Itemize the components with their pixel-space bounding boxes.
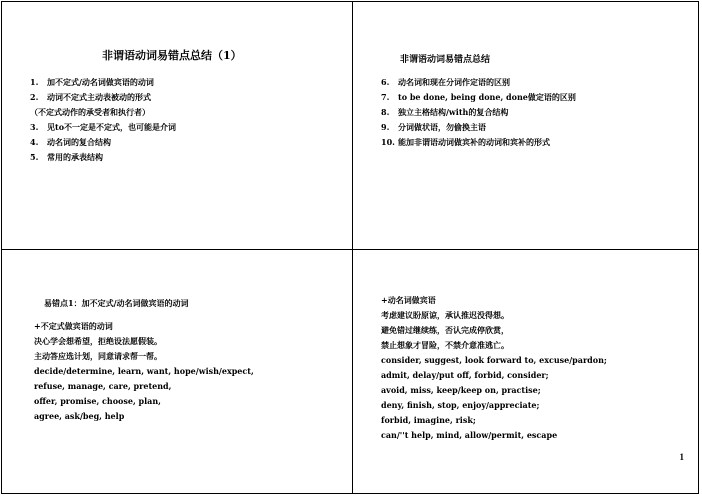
slide-3-title: 易错点1：加不定式/动名词做宾语的动词	[44, 298, 189, 308]
body-line: deny, finish, stop, enjoy/appreciate;	[381, 400, 540, 410]
item-text: to be done, being done, done做定语的区别	[398, 92, 576, 102]
item-number: 7.	[381, 92, 390, 102]
body-line: 考虑建议盼原谅，承认推迟没得想。	[381, 310, 509, 320]
item-number: 1.	[30, 77, 39, 87]
item-number: 5.	[30, 152, 39, 162]
item-text: 动名词和现在分词作定语的区别	[398, 77, 510, 87]
item-text: 常用的承表结构	[47, 152, 103, 162]
list-item	[30, 150, 176, 165]
item-number: 8.	[381, 107, 390, 117]
slide-4	[353, 250, 700, 495]
body-line: +动名词做宾语	[381, 295, 436, 305]
list-item	[30, 90, 176, 105]
item-text: 动名词的复合结构	[47, 137, 111, 147]
body-line: 主动答应选计划，同意请求帮一帮。	[34, 351, 162, 361]
list-item	[381, 135, 576, 150]
slide-2	[353, 2, 700, 249]
slide-2-title: 非谓语动词易错点总结	[400, 55, 491, 65]
item-text: 分词做状语，勿偷换主语	[398, 122, 486, 132]
body-line: decide/determine, learn, want, hope/wish/expect,	[34, 366, 254, 376]
slide-grid	[1, 1, 699, 494]
body-line: 禁止想象才冒险，不禁介意准逃亡。	[381, 340, 509, 350]
list-item	[381, 105, 576, 120]
list-item	[30, 105, 176, 120]
slide-3-body	[34, 319, 254, 424]
item-number: 9.	[381, 122, 390, 132]
body-line: avoid, miss, keep/keep on, practise;	[381, 385, 541, 395]
body-line: 避免错过继续练，否认完成停欣赏，	[381, 325, 509, 335]
slide-2-list	[381, 75, 576, 150]
item-number: 2.	[30, 92, 39, 102]
item-number: 3.	[30, 122, 39, 132]
item-text: 见to不一定是不定式，也可能是介词	[47, 122, 177, 132]
list-item	[30, 120, 176, 135]
body-line: 决心学会想希望，拒绝设法愿假装。	[34, 336, 162, 346]
item-text: 加不定式/动名词做宾语的动词	[47, 77, 154, 87]
item-text: 独立主格结构/with的复合结构	[398, 107, 509, 117]
item-number: 10.	[381, 137, 395, 147]
list-item	[381, 75, 576, 90]
slide-1-list	[30, 75, 176, 165]
body-line: refuse, manage, care, pretend,	[34, 381, 172, 391]
item-number: 4.	[30, 137, 39, 147]
list-item	[381, 120, 576, 135]
body-line: forbid, imagine, risk;	[381, 415, 476, 425]
slide-1-title: 非谓语动词易错点总结（1）	[102, 49, 242, 62]
item-text: 能加非谓语动词做宾补的动词和宾补的形式	[398, 137, 550, 147]
page-number: 1	[679, 452, 684, 462]
body-line: agree, ask/beg, help	[34, 411, 125, 421]
body-line: offer, promise, choose, plan,	[34, 396, 161, 406]
item-text: 动词不定式主动表被动的形式	[47, 92, 151, 102]
body-line: +不定式做宾语的动词	[34, 321, 113, 331]
slide-1	[2, 2, 352, 249]
item-number: 6.	[381, 77, 390, 87]
body-line: consider, suggest, look forward to, excuse/pardon;	[381, 355, 607, 365]
list-item	[381, 90, 576, 105]
body-line: admit, delay/put off, forbid, consider;	[381, 370, 549, 380]
list-item	[30, 75, 176, 90]
slide-4-body	[381, 293, 607, 443]
list-item	[30, 135, 176, 150]
slide-3	[2, 250, 352, 495]
body-line: can/''t help, mind, allow/permit, escape	[381, 430, 558, 440]
item-text: （不定式动作的承受者和执行者）	[30, 107, 150, 117]
